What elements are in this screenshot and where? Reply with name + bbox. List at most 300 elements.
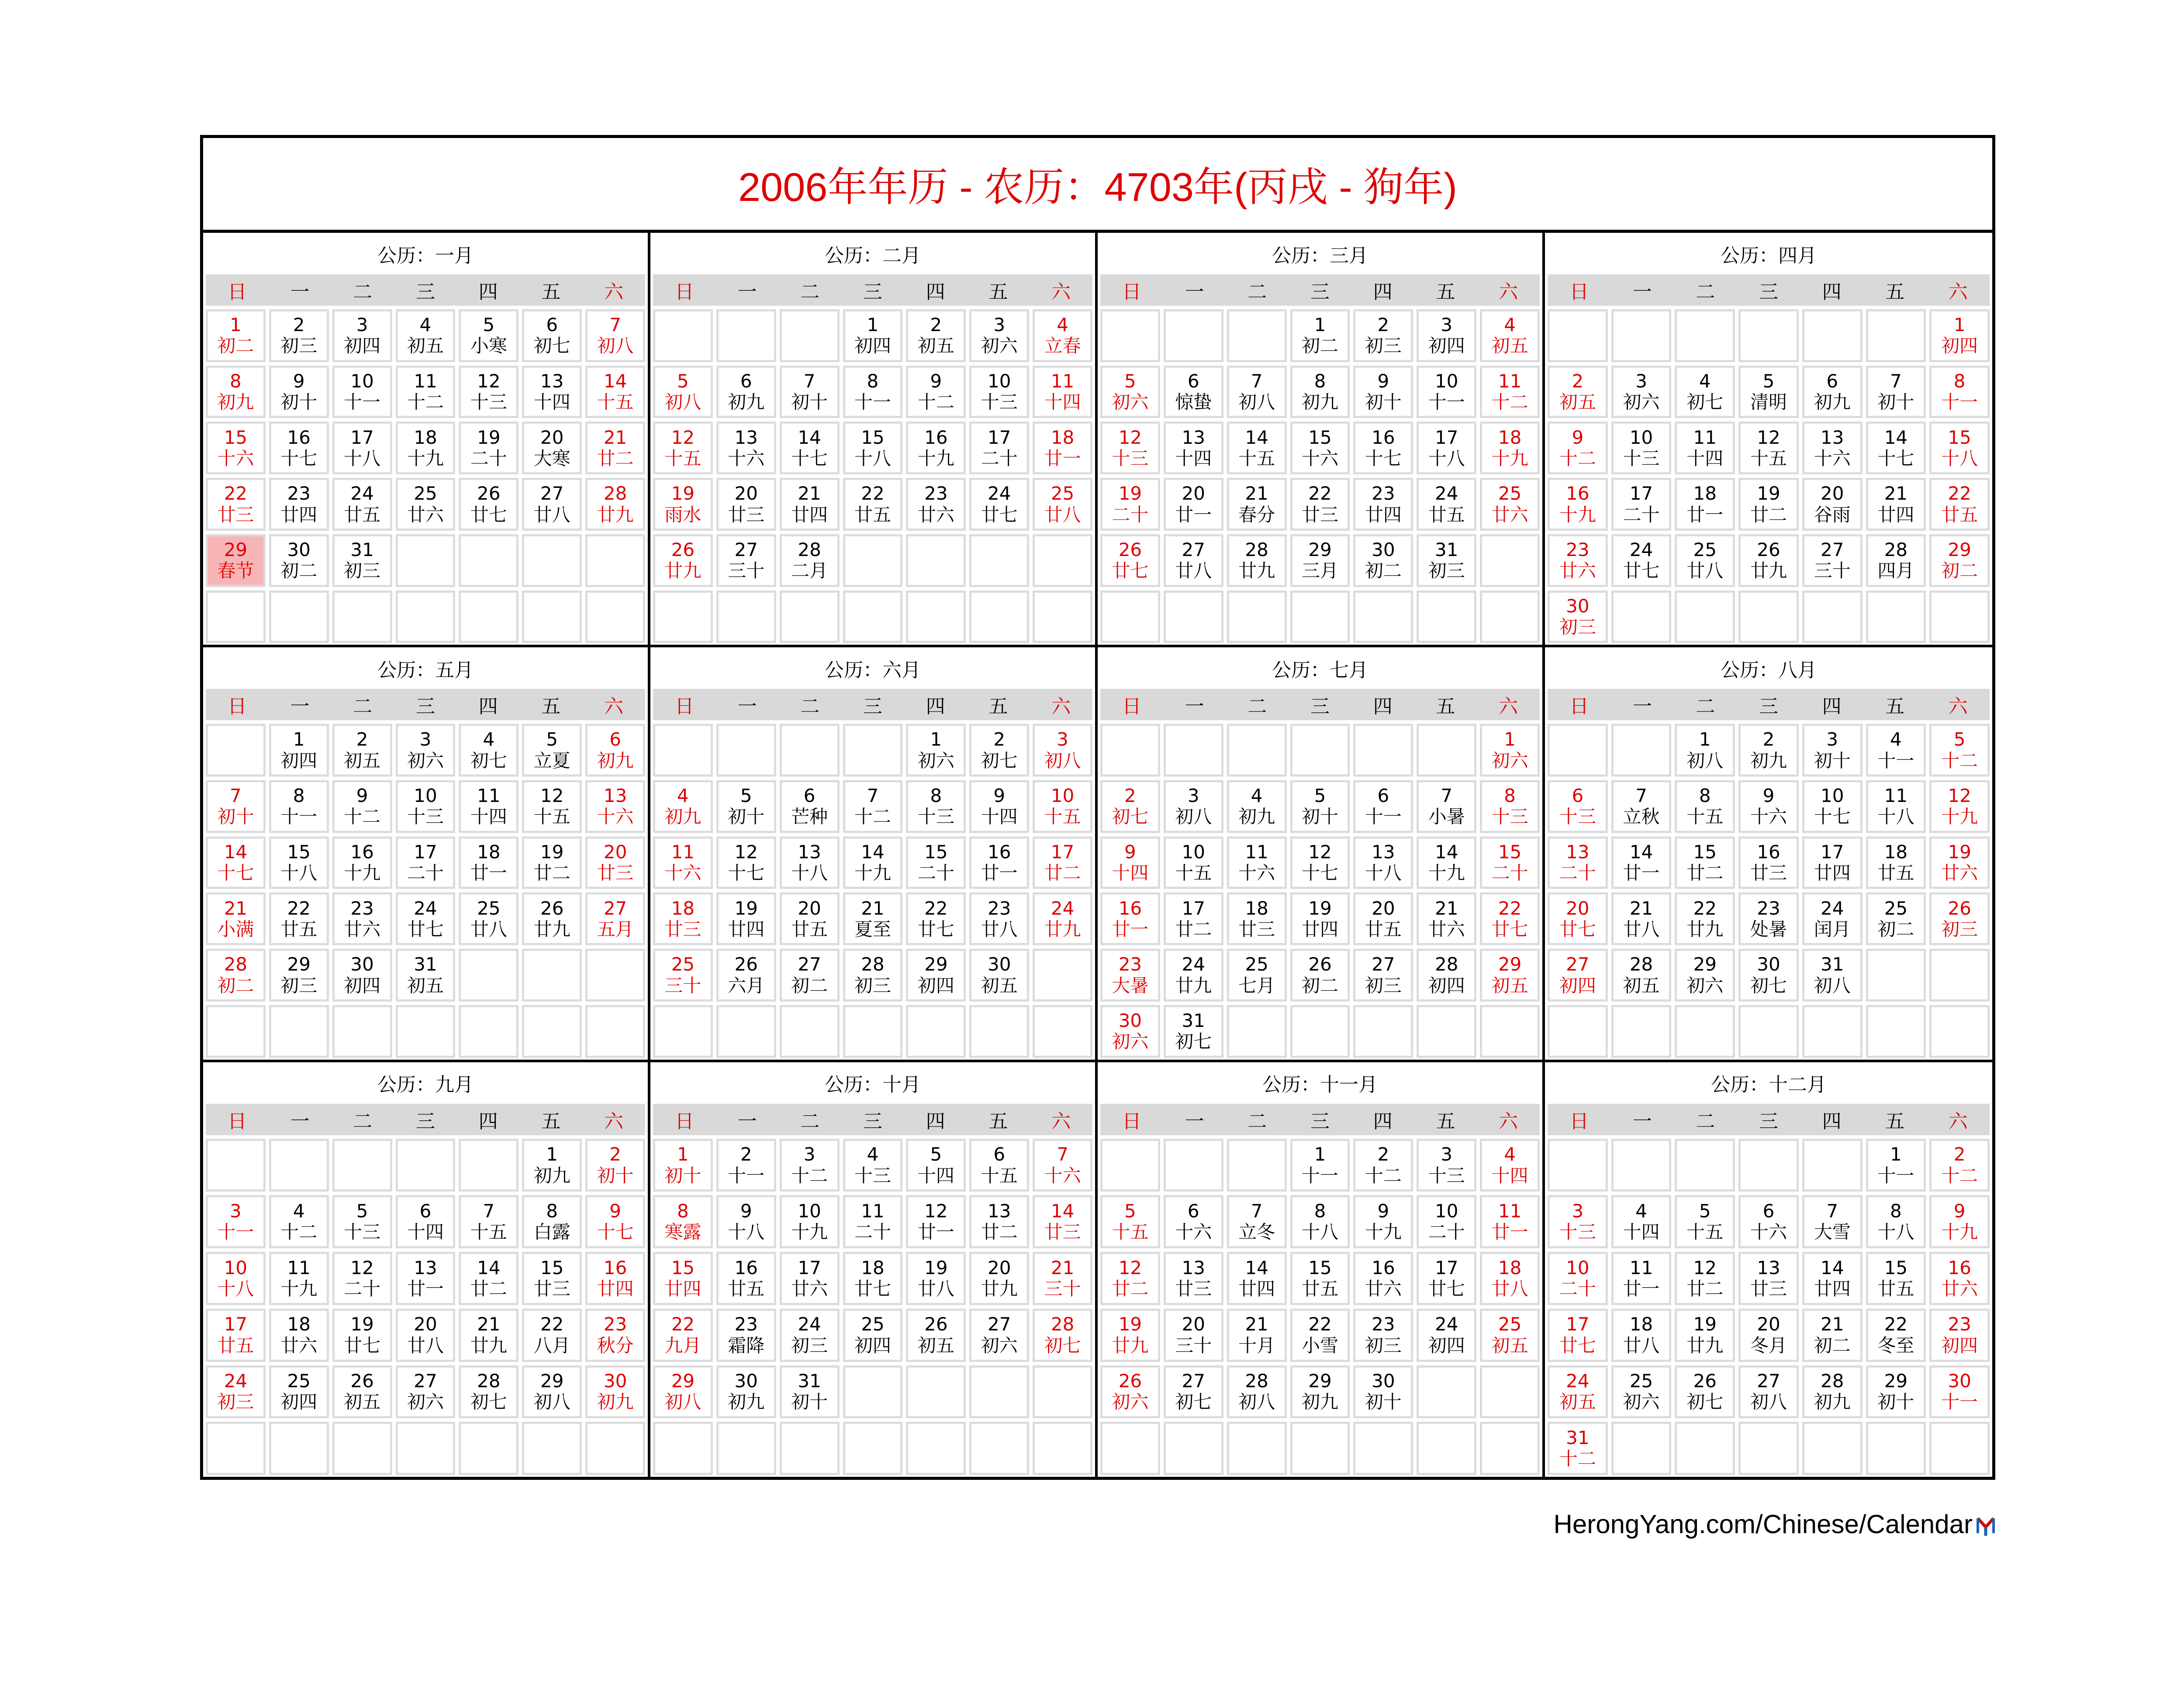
empty-cell: [716, 309, 776, 362]
day-cell: [1548, 591, 1608, 643]
lunar-date: 十一: [1941, 391, 1978, 413]
lunar-date: 初六: [1623, 1391, 1660, 1413]
day-cell: [1353, 1252, 1413, 1305]
month-title: 公历：六月: [825, 659, 921, 681]
day-number: 30: [1566, 595, 1590, 617]
day-number: 29: [1693, 954, 1717, 975]
lunar-date: 三十: [728, 560, 765, 582]
lunar-date: 初七: [470, 1391, 507, 1413]
empty-cell: [716, 1422, 776, 1475]
empty-cell: [843, 1005, 903, 1058]
weekday-label: 六: [1948, 1110, 1968, 1133]
day-number: 5: [740, 785, 752, 807]
day-cell: [1929, 1365, 1990, 1419]
empty-cell: [1033, 1005, 1092, 1058]
day-cell: [396, 892, 456, 945]
lunar-date: 廿九: [597, 504, 634, 525]
day-cell: [459, 1365, 518, 1419]
lunar-date: 十九: [1365, 1221, 1402, 1243]
day-cell: [1675, 836, 1735, 889]
month-panel: [203, 647, 650, 1062]
day-number: 15: [1693, 841, 1717, 863]
lunar-date: 十二: [280, 1221, 318, 1243]
lunar-date: 白露: [533, 1221, 570, 1243]
weekday-label: 二: [353, 1110, 373, 1133]
day-cell: [1548, 1365, 1608, 1419]
day-number: 15: [1884, 1257, 1908, 1278]
empty-cell: [1353, 724, 1413, 777]
empty-cell: [906, 534, 966, 587]
weekday-header: [653, 274, 1092, 306]
empty-cell: [269, 591, 329, 643]
empty-cell: [1353, 591, 1413, 643]
day-cell: [206, 1252, 266, 1305]
lunar-date: 初二: [1365, 560, 1402, 582]
day-number: 20: [540, 426, 564, 448]
lunar-date: 十一: [1877, 1164, 1914, 1186]
day-number: 25: [1498, 483, 1522, 504]
day-cell: [269, 1365, 329, 1419]
day-cell: [1290, 422, 1350, 474]
day-number: 4: [1504, 1144, 1516, 1165]
empty-cell: [1738, 1422, 1799, 1475]
day-cell: [1417, 1309, 1476, 1362]
weeks: [653, 720, 1092, 1057]
day-cell: [1611, 892, 1672, 945]
day-number: 20: [734, 483, 758, 504]
lunar-date: 初二: [1814, 1334, 1851, 1356]
weekday-label: 二: [1696, 281, 1715, 303]
day-number: 15: [287, 841, 311, 863]
week-row: [1100, 949, 1540, 1002]
lunar-date: 初九: [728, 1391, 765, 1413]
lunar-date: 十三: [1428, 1164, 1465, 1186]
day-cell: [206, 892, 266, 945]
day-cell: [206, 836, 266, 889]
day-cell: [1929, 1195, 1990, 1248]
day-cell: [396, 1195, 456, 1248]
day-number: 21: [477, 1313, 501, 1335]
day-cell: [1227, 1365, 1287, 1419]
day-number: 16: [603, 1257, 627, 1278]
week-row: [1100, 309, 1540, 362]
lunar-date: 初五: [1559, 391, 1596, 413]
day-cell: [780, 780, 840, 833]
lunar-date: 十一: [1428, 391, 1465, 413]
weekday-label: 六: [1051, 695, 1071, 718]
day-cell: [459, 780, 518, 833]
lunar-date: 十四: [1044, 391, 1081, 413]
weekday-label: 日: [674, 281, 694, 303]
day-number: 9: [609, 1200, 621, 1222]
day-number: 12: [1118, 426, 1142, 448]
day-number: 29: [1308, 539, 1332, 560]
day-cell: [1353, 1309, 1413, 1362]
weekday-label: 四: [478, 1110, 498, 1133]
weekday-label: 三: [863, 695, 882, 718]
day-number: 25: [671, 954, 695, 975]
day-cell: [1290, 949, 1350, 1002]
day-number: 26: [924, 1313, 948, 1335]
empty-cell: [1227, 724, 1287, 777]
empty-cell: [1227, 1139, 1287, 1192]
lunar-date: 十三: [854, 1164, 891, 1186]
day-cell: [1100, 1005, 1160, 1058]
lunar-date: 十二: [1941, 1164, 1978, 1186]
day-number: 27: [603, 897, 627, 919]
lunar-date: 初四: [854, 1334, 891, 1356]
day-number: 7: [230, 785, 242, 807]
day-number: 1: [1314, 1144, 1326, 1165]
week-row: [1548, 1422, 1990, 1475]
lunar-date: 十八: [791, 862, 828, 884]
day-cell: [1227, 422, 1287, 474]
lunar-date: 廿六: [791, 1278, 828, 1299]
day-number: 15: [1498, 841, 1522, 863]
lunar-date: 十五: [470, 1221, 507, 1243]
day-cell: [1164, 1195, 1223, 1248]
day-cell: [269, 780, 329, 833]
lunar-date: 雨水: [664, 504, 702, 525]
day-number: 8: [1314, 370, 1326, 392]
lunar-date: 廿一: [1044, 447, 1081, 469]
day-number: 30: [350, 954, 374, 975]
lunar-date: 十九: [407, 447, 444, 469]
empty-cell: [969, 534, 1029, 587]
day-cell: [1738, 422, 1799, 474]
lunar-date: 廿六: [1491, 504, 1528, 525]
lunar-date: 廿一: [917, 1221, 954, 1243]
empty-cell: [1353, 1422, 1413, 1475]
lunar-date: 初二: [791, 974, 828, 996]
empty-cell: [1164, 1139, 1223, 1192]
day-number: 4: [1504, 314, 1516, 336]
lunar-date: 十九: [344, 862, 381, 884]
day-cell: [1866, 1252, 1926, 1305]
day-cell: [969, 366, 1029, 418]
day-number: 14: [224, 841, 248, 863]
day-cell: [716, 1195, 776, 1248]
day-number: 31: [1182, 1009, 1205, 1031]
lunar-date: 初十: [728, 806, 765, 828]
lunar-date: 初十: [1301, 806, 1338, 828]
day-cell: [780, 422, 840, 474]
lunar-date: 初二: [1877, 918, 1914, 940]
lunar-date: 十九: [280, 1278, 318, 1299]
day-number: 2: [1572, 370, 1584, 392]
day-cell: [653, 422, 713, 474]
day-cell: [716, 892, 776, 945]
day-cell: [653, 1309, 713, 1362]
weeks: [653, 306, 1092, 643]
day-cell: [1227, 780, 1287, 833]
day-number: 19: [1693, 1313, 1717, 1335]
day-cell: [585, 780, 645, 833]
month-panel: [203, 1062, 650, 1477]
lunar-date: 十二: [1941, 750, 1978, 771]
day-number: 9: [1762, 785, 1775, 807]
day-cell: [1802, 836, 1863, 889]
empty-cell: [1611, 1005, 1672, 1058]
day-number: 9: [1377, 370, 1389, 392]
weeks: [206, 720, 645, 1057]
lunar-date: 二十: [1559, 1278, 1596, 1299]
lunar-date: 初九: [597, 1391, 634, 1413]
lunar-date: 廿二: [533, 862, 570, 884]
day-cell: [780, 534, 840, 587]
lunar-date: 初九: [1814, 1391, 1851, 1413]
day-number: 30: [1372, 1370, 1395, 1392]
lunar-date: 三十: [1175, 1334, 1212, 1356]
empty-cell: [1417, 724, 1476, 777]
day-cell: [1548, 478, 1608, 531]
lunar-date: 二十: [407, 862, 444, 884]
day-number: 22: [1308, 1313, 1332, 1335]
day-cell: [969, 422, 1029, 474]
lunar-date: 初二: [1941, 560, 1978, 582]
day-cell: [1802, 949, 1863, 1002]
lunar-date: 二十: [1428, 1221, 1465, 1243]
day-number: 25: [1245, 954, 1268, 975]
week-row: [206, 1195, 645, 1248]
empty-cell: [396, 1005, 456, 1058]
day-cell: [1675, 1195, 1735, 1248]
lunar-date: 廿八: [533, 504, 570, 525]
lunar-date: 初七: [533, 335, 570, 357]
weekday-label: 六: [604, 1110, 624, 1133]
day-cell: [1802, 780, 1863, 833]
lunar-date: 初三: [1941, 918, 1978, 940]
week-row: [1548, 366, 1990, 418]
day-number: 23: [350, 897, 374, 919]
day-cell: [459, 1252, 518, 1305]
lunar-date: 廿二: [981, 1221, 1018, 1243]
lunar-date: 十一: [217, 1221, 254, 1243]
lunar-date: 秋分: [597, 1334, 634, 1356]
day-cell: [1480, 724, 1540, 777]
footer-url[interactable]: HerongYang.com/Chinese/Calendar: [1553, 1510, 1973, 1539]
week-row: [206, 1005, 645, 1058]
day-number: 31: [798, 1370, 821, 1392]
lunar-date: 初四: [344, 335, 381, 357]
empty-cell: [396, 534, 456, 587]
weekday-label: 三: [1310, 281, 1330, 303]
day-number: 29: [1884, 1370, 1908, 1392]
day-number: 20: [414, 1313, 437, 1335]
day-cell: [969, 1309, 1029, 1362]
day-number: 6: [1762, 1200, 1775, 1222]
lunar-date: 廿八: [1044, 504, 1081, 525]
day-number: 24: [1434, 1313, 1458, 1335]
lunar-date: 初十: [217, 806, 254, 828]
day-cell: [1675, 1309, 1735, 1362]
day-cell: [1802, 1252, 1863, 1305]
lunar-date: 十三: [1559, 806, 1596, 828]
day-number: 11: [671, 841, 695, 863]
lunar-date: 八月: [533, 1334, 570, 1356]
weekday-label: 六: [604, 281, 624, 303]
day-cell: [269, 724, 329, 777]
day-cell: [780, 366, 840, 418]
lunar-date: 十三: [407, 806, 444, 828]
day-number: 2: [293, 314, 305, 336]
empty-cell: [1866, 949, 1926, 1002]
weekday-header: [1100, 1104, 1540, 1135]
day-number: 11: [414, 370, 437, 392]
lunar-date: 十六: [1814, 447, 1851, 469]
day-number: 20: [603, 841, 627, 863]
day-cell: [1866, 1365, 1926, 1419]
lunar-date: 初二: [217, 335, 254, 357]
lunar-date: 廿七: [1491, 918, 1528, 940]
day-cell: [522, 422, 582, 474]
lunar-date: 十七: [791, 447, 828, 469]
day-number: 24: [350, 483, 374, 504]
lunar-date: 三十: [1044, 1278, 1081, 1299]
day-number: 3: [356, 314, 368, 336]
day-cell: [1227, 1309, 1287, 1362]
weekday-label: 二: [353, 281, 373, 303]
day-number: 6: [803, 785, 816, 807]
day-number: 18: [1498, 1257, 1522, 1278]
lunar-date: 初八: [1686, 750, 1724, 771]
empty-cell: [1033, 1365, 1092, 1419]
lunar-date: 初六: [1112, 391, 1149, 413]
lunar-date: 初七: [1175, 1391, 1212, 1413]
day-cell: [653, 1195, 713, 1248]
empty-cell: [1480, 1365, 1540, 1419]
day-number: 12: [1308, 841, 1332, 863]
day-number: 12: [477, 370, 501, 392]
day-cell: [522, 1365, 582, 1419]
day-cell: [1866, 422, 1926, 474]
lunar-date: 初四: [1428, 1334, 1465, 1356]
weekday-label: 六: [1051, 1110, 1071, 1133]
day-number: 30: [1372, 539, 1395, 560]
empty-cell: [780, 591, 840, 643]
empty-cell: [396, 1139, 456, 1192]
lunar-date: 廿九: [1686, 918, 1724, 940]
empty-cell: [716, 591, 776, 643]
day-cell: [969, 724, 1029, 777]
day-number: 7: [1890, 370, 1902, 392]
week-row: [206, 836, 645, 889]
day-number: 25: [1051, 483, 1075, 504]
day-number: 14: [798, 426, 821, 448]
empty-cell: [1802, 1139, 1863, 1192]
week-row: [1100, 534, 1540, 587]
weekday-label: 六: [1948, 695, 1968, 718]
day-cell: [1675, 534, 1735, 587]
lunar-date: 廿九: [981, 1278, 1018, 1299]
lunar-date: 廿二: [1112, 1278, 1149, 1299]
day-cell: [1290, 478, 1350, 531]
empty-cell: [653, 1005, 713, 1058]
weekday-label: 四: [1822, 281, 1842, 303]
day-number: 17: [1820, 841, 1844, 863]
day-number: 5: [1314, 785, 1326, 807]
empty-cell: [653, 309, 713, 362]
lunar-date: 十八: [1877, 1221, 1914, 1243]
lunar-date: 初四: [1559, 974, 1596, 996]
lunar-date: 十二: [1365, 1164, 1402, 1186]
day-number: 26: [671, 539, 695, 560]
empty-cell: [843, 534, 903, 587]
lunar-date: 初四: [280, 1391, 318, 1413]
day-cell: [1675, 780, 1735, 833]
lunar-date: 廿五: [791, 918, 828, 940]
week-row: [206, 949, 645, 1002]
day-cell: [780, 836, 840, 889]
lunar-date: 廿九: [664, 560, 702, 582]
week-row: [1100, 1365, 1540, 1419]
empty-cell: [843, 1365, 903, 1419]
day-cell: [716, 1252, 776, 1305]
weeks: [1100, 1135, 1540, 1475]
day-cell: [1802, 534, 1863, 587]
page-title: 2006年年历 - 农历：4703年(丙戌 - 狗年): [203, 138, 1992, 233]
lunar-date: 廿三: [664, 918, 702, 940]
day-cell: [332, 534, 392, 587]
empty-cell: [1417, 591, 1476, 643]
weekday-label: 日: [1122, 281, 1141, 303]
day-cell: [1738, 478, 1799, 531]
day-number: 8: [230, 370, 242, 392]
weekday-header: [1548, 274, 1990, 306]
day-number: 16: [1566, 483, 1590, 504]
day-number: 22: [1948, 483, 1971, 504]
day-number: 2: [1762, 729, 1775, 750]
day-cell: [1866, 780, 1926, 833]
day-cell: [1417, 1252, 1476, 1305]
week-row: [1548, 478, 1990, 531]
day-number: 25: [287, 1370, 311, 1392]
empty-cell: [780, 1422, 840, 1475]
day-number: 10: [414, 785, 437, 807]
lunar-date: 大寒: [533, 447, 570, 469]
empty-cell: [585, 1422, 645, 1475]
empty-cell: [269, 1139, 329, 1192]
day-number: 6: [546, 314, 558, 336]
lunar-date: 廿八: [1491, 1278, 1528, 1299]
week-row: [206, 724, 645, 777]
day-cell: [396, 366, 456, 418]
day-cell: [969, 1139, 1029, 1192]
day-cell: [780, 1309, 840, 1362]
day-cell: [585, 1195, 645, 1248]
lunar-date: 廿六: [1365, 1278, 1402, 1299]
empty-cell: [906, 1005, 966, 1058]
day-cell: [716, 1365, 776, 1419]
logo-icon: [1976, 1513, 1995, 1535]
week-row: [653, 422, 1092, 474]
week-row: [1100, 724, 1540, 777]
empty-cell: [1929, 1422, 1990, 1475]
months-grid: [203, 233, 1992, 1477]
lunar-date: 十九: [1941, 806, 1978, 828]
lunar-date: 初七: [1750, 974, 1787, 996]
day-number: 9: [293, 370, 305, 392]
day-cell: [1929, 422, 1990, 474]
day-number: 21: [1051, 1257, 1075, 1278]
day-number: 6: [419, 1200, 432, 1222]
lunar-date: 十五: [1238, 447, 1275, 469]
lunar-date: 十七: [1877, 447, 1914, 469]
day-number: 11: [1051, 370, 1075, 392]
weekday-label: 日: [227, 1110, 247, 1133]
day-cell: [332, 422, 392, 474]
day-number: 11: [1245, 841, 1268, 863]
